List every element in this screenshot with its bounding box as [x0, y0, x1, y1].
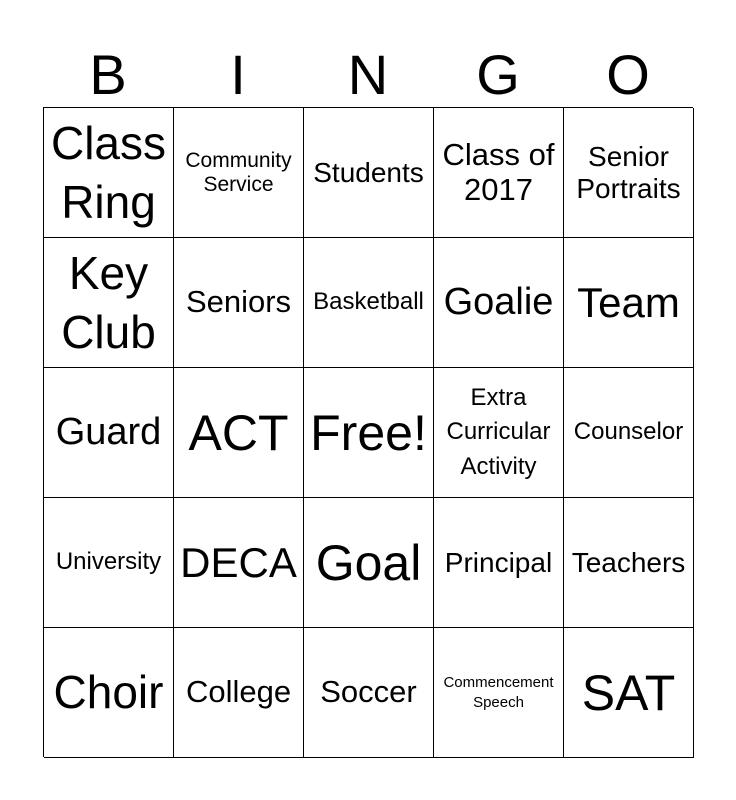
- bingo-cell-g4: Principal: [434, 498, 564, 628]
- header-letter-o: O: [606, 43, 650, 106]
- bingo-cell-b2: Key Club: [44, 238, 174, 368]
- bingo-cell-n5: Soccer: [304, 628, 434, 758]
- bingo-cell-g2: Goalie: [434, 238, 564, 368]
- bingo-cell-i2: Seniors: [174, 238, 304, 368]
- bingo-cell-g1: Class of 2017: [434, 108, 564, 238]
- bingo-cell-n1: Students: [304, 108, 434, 238]
- bingo-cell-i5: College: [174, 628, 304, 758]
- bingo-cell-i4: DECA: [174, 498, 304, 628]
- header-letter-n: N: [347, 43, 389, 106]
- bingo-cell-b4: University: [44, 498, 174, 628]
- bingo-cell-o5: SAT: [564, 628, 694, 758]
- bingo-cell-b5: Choir: [44, 628, 174, 758]
- header-letter-g: G: [476, 43, 520, 106]
- bingo-cell-g3: Extra Curricular Activity: [434, 368, 564, 498]
- header-letter-b: B: [89, 43, 127, 106]
- bingo-cell-o3: Counselor: [564, 368, 694, 498]
- bingo-cell-n2: Basketball: [304, 238, 434, 368]
- bingo-card: [43, 107, 693, 757]
- header-letter-i: I: [230, 43, 246, 106]
- bingo-cell-i3: ACT: [174, 368, 304, 498]
- bingo-header: [43, 40, 693, 110]
- bingo-cell-o2: Team: [564, 238, 694, 368]
- bingo-cell-g5: Commencement Speech: [434, 628, 564, 758]
- bingo-cell-o1: Senior Portraits: [564, 108, 694, 238]
- bingo-cell-b3: Guard: [44, 368, 174, 498]
- bingo-cell-o4: Teachers: [564, 498, 694, 628]
- bingo-cell-n4: Goal: [304, 498, 434, 628]
- bingo-cell-i1: Community Service: [174, 108, 304, 238]
- bingo-cell-n3-free: Free!: [304, 368, 434, 498]
- bingo-cell-b1: Class Ring: [44, 108, 174, 238]
